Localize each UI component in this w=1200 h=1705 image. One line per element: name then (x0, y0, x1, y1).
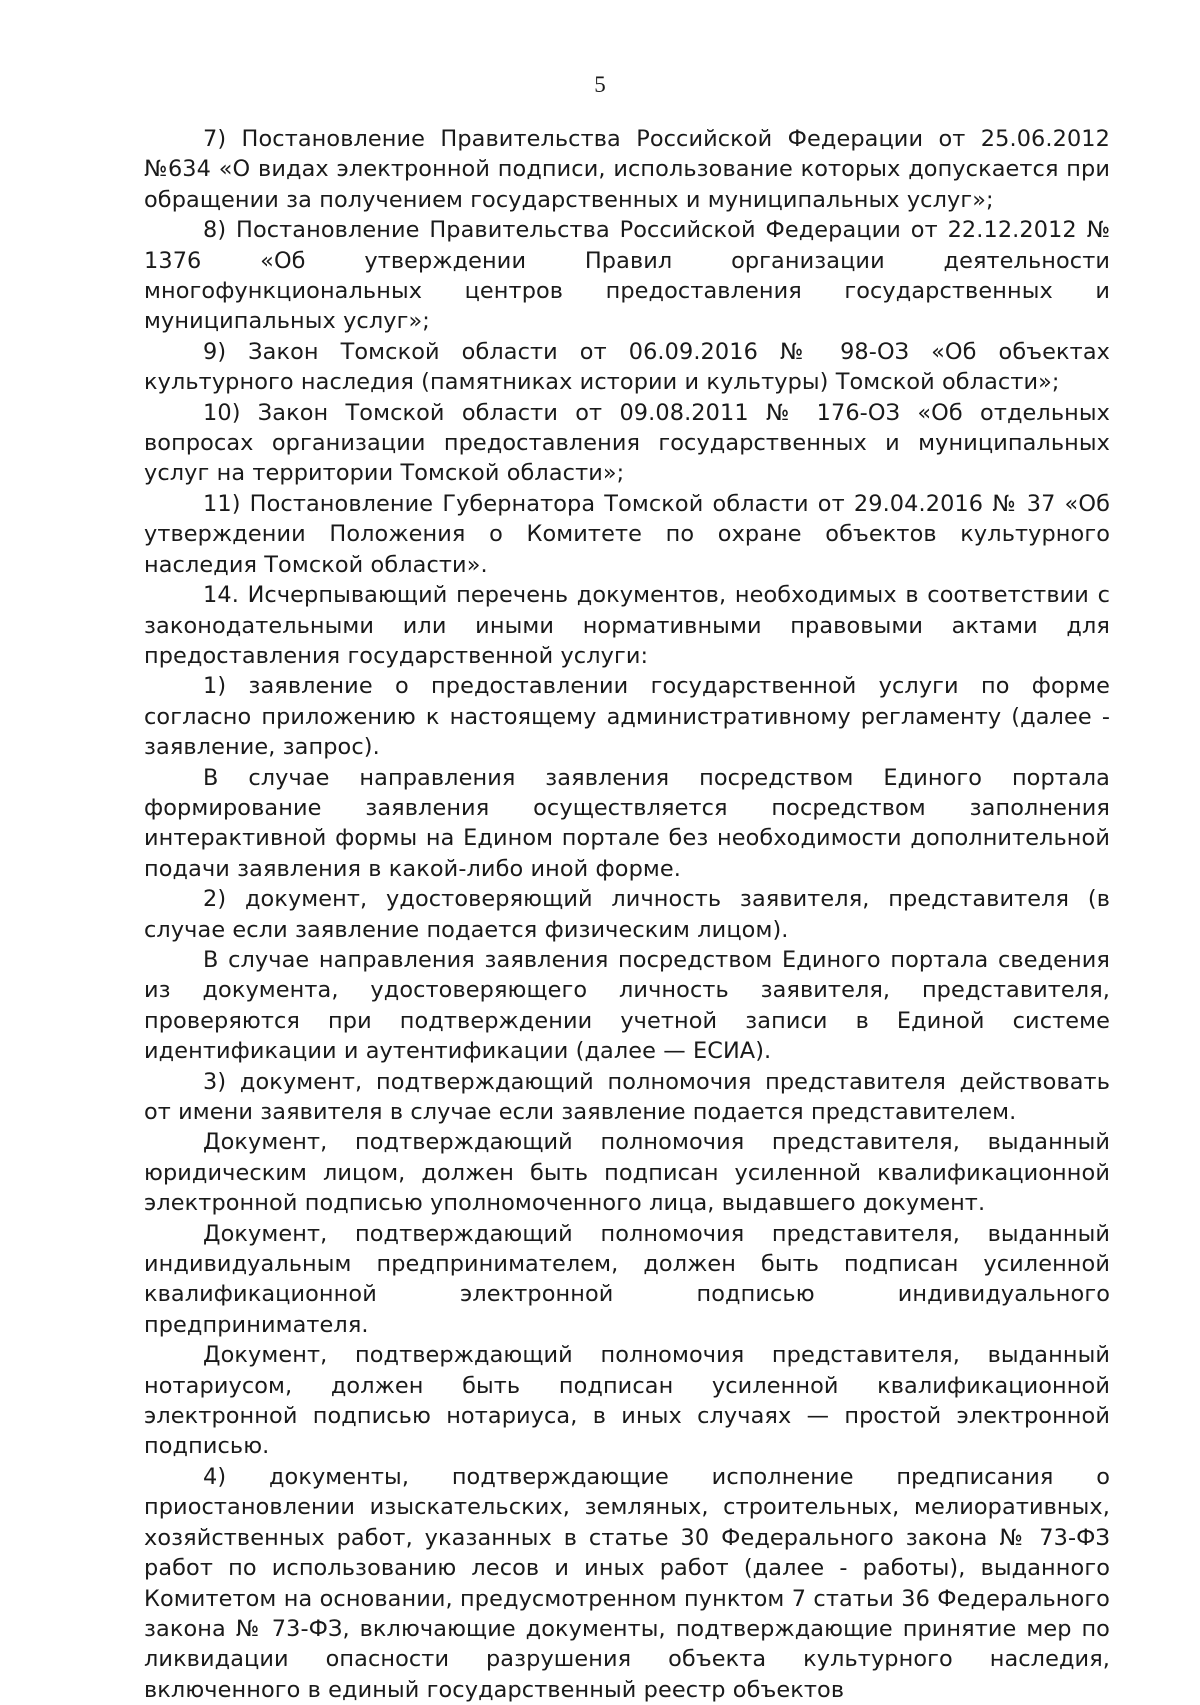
paragraph: 4) документы, подтверждающие исполнение предписания о приостановлении изыскательских, земляных, строительных, мелиоративных, хозяйственных работ, указанных в статье 30 Федерального закона № 73-ФЗ работ по использованию лесов и иных работ (далее - работы), выданного Комитетом на основании, предусмотренном пунктом 7 статьи 36 Федерального закона № 73-ФЗ, включающие документы, подтверждающие принятие мер по ликвидации опасности разрушения объекта культурного наследия, включенного в единый государственный реестр объектов (144, 1463, 1110, 1703)
paragraph: 1) заявление о предоставлении государственной услуги по форме согласно приложению к настоящему административному регламенту (далее - заявление, запрос). (144, 673, 1110, 761)
paragraph: В случае направления заявления посредством Единого портала сведения из документа, удостоверяющего личность заявителя, представителя, проверяются при подтверждении учетной записи в Единой системе идентификации и аутентификации (далее — ЕСИА). (144, 946, 1110, 1065)
paragraph: Документ, подтверждающий полномочия представителя, выданный нотариусом, должен быть подписан усиленной квалификационной электронной подписью нотариуса, в иных случаях — простой электронной подписью. (144, 1342, 1110, 1460)
paragraph: 7) Постановление Правительства Российской Федерации от 25.06.2012 №634 «О видах электронной подписи, использование которых допускается при обращении за получением государственных и муниципальных услуг»; (144, 126, 1110, 213)
paragraph: 14. Исчерпывающий перечень документов, необходимых в соответствии с законодательными или иными нормативными правовыми актами для предоставления государственной услуги: (144, 582, 1110, 669)
paragraph: 11) Постановление Губернатора Томской области от 29.04.2016 № 37 «Об утверждении Положения о Комитете по охране объектов культурного наследия Томской области». (144, 490, 1110, 578)
paragraph: 8) Постановление Правительства Российской Федерации от 22.12.2012 № 1376 «Об утверждении Правил организации деятельности многофункциональных центров предоставления государственных и муниципальных услуг»; (144, 217, 1110, 335)
page-number: 5 (594, 72, 606, 97)
paragraph: 9) Закон Томской области от 06.09.2016 № 98-ОЗ «Об объектах культурного наследия (памятниках истории и культуры) Томской области»; (144, 338, 1110, 396)
paragraph: Документ, подтверждающий полномочия представителя, выданный индивидуальным предпринимателем, должен быть подписан усиленной квалификационной электронной подписью индивидуального предпринимателя. (144, 1220, 1110, 1338)
paragraph: 10) Закон Томской области от 09.08.2011 № 176-ОЗ «Об отдельных вопросах организации предоставления государственных и муниципальных услуг на территории Томской области»; (144, 399, 1110, 487)
paragraph: 3) документ, подтверждающий полномочия представителя действовать от имени заявителя в случае если заявление подается представителем. (144, 1068, 1110, 1125)
paragraph: В случае направления заявления посредством Единого портала формирование заявления осуществляется посредством заполнения интерактивной формы на Едином портале без необходимости дополнительной подачи заявления в какой-либо иной форме. (144, 764, 1110, 882)
document-body (144, 124, 1110, 1705)
paragraph: Документ, подтверждающий полномочия представителя, выданный юридическим лицом, должен быть подписан усиленной квалификационной электронной подписью уполномоченного лица, выдавшего документ. (144, 1129, 1110, 1217)
paragraph: 2) документ, удостоверяющий личность заявителя, представителя (в случае если заявление подается физическим лицом). (144, 886, 1110, 943)
